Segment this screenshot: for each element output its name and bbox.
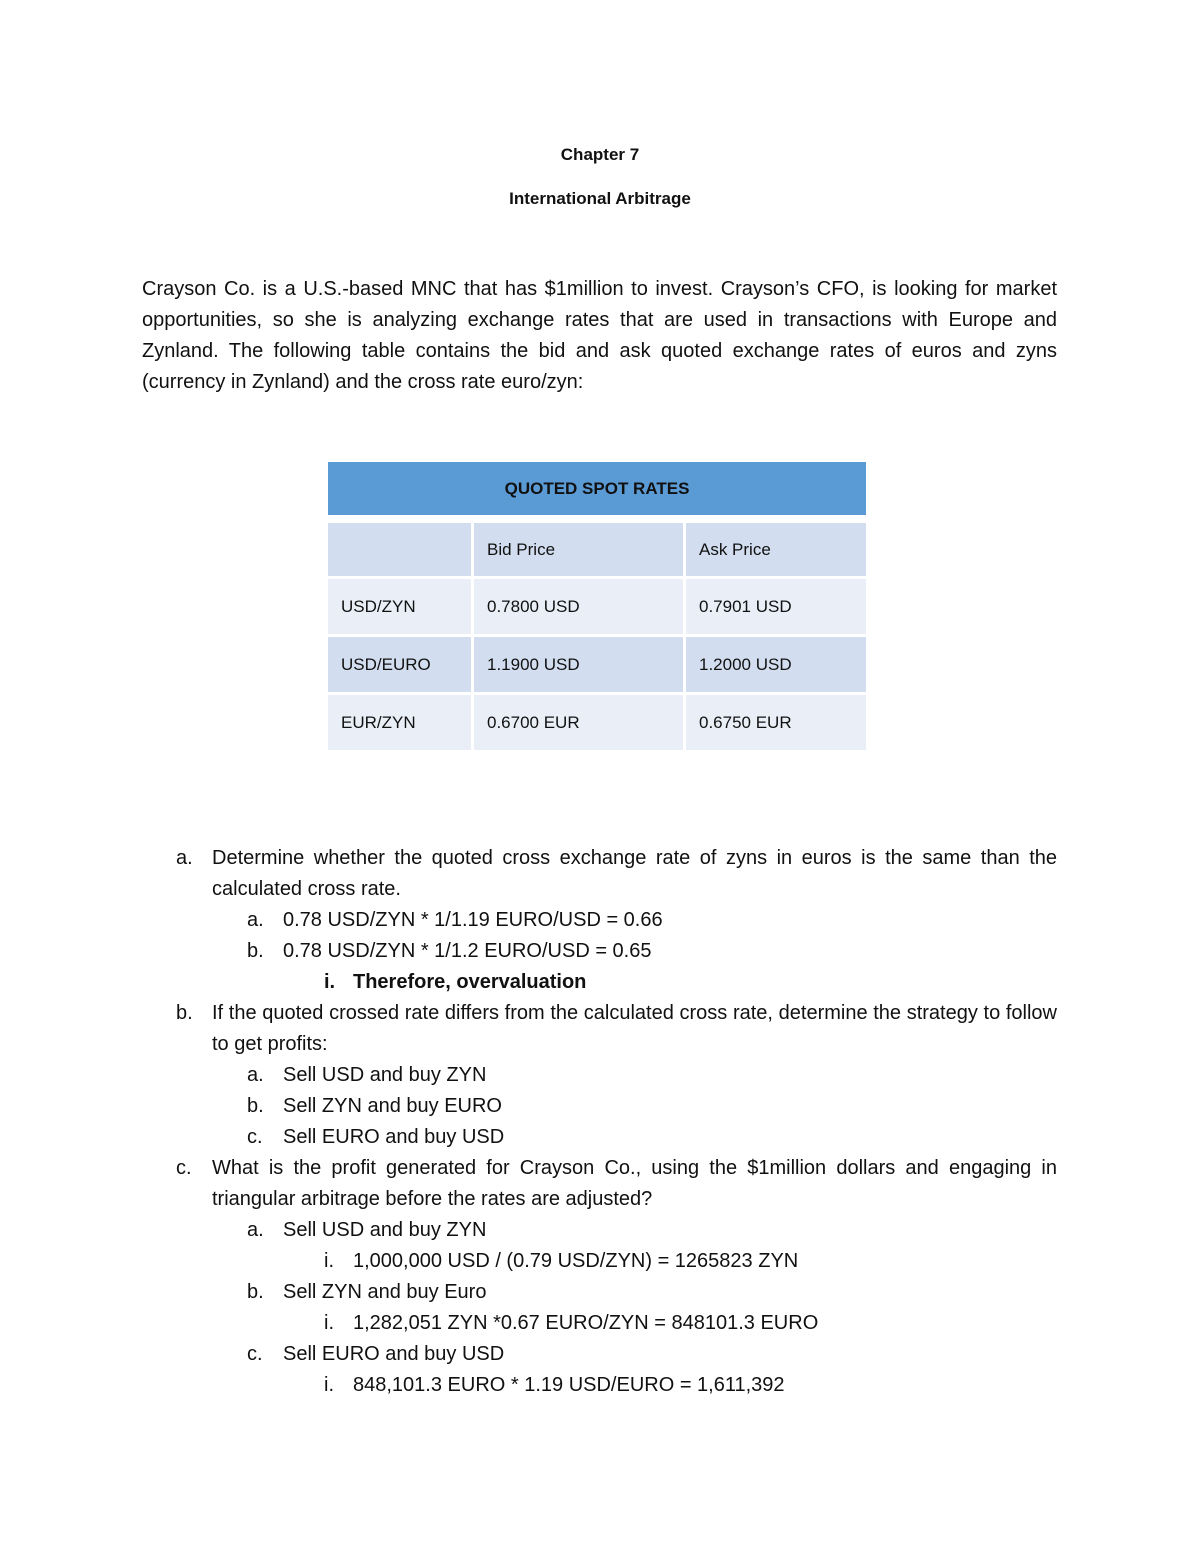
list-item: [0, 905, 1200, 936]
list-item: [0, 1060, 1200, 1091]
list-text: 1,282,051 ZYN *0.67 EURO/ZYN = 848101.3 EURO: [353, 1312, 819, 1334]
question-text: If the quoted crossed rate differs from the calculated cross rate, determine the strategy to follow to get profits:: [212, 1002, 1057, 1055]
list-text: 0.78 USD/ZYN * 1/1.2 EURO/USD = 0.65: [283, 940, 652, 962]
list-text: Sell ZYN and buy Euro: [283, 1281, 487, 1303]
list-marker: b.: [247, 1095, 264, 1117]
list-marker: i.: [324, 1250, 334, 1272]
table-header-row: [328, 523, 866, 576]
list-item: [0, 1246, 1200, 1277]
list-item: [0, 1091, 1200, 1122]
list-text: Sell USD and buy ZYN: [283, 1219, 487, 1241]
list-text: 848,101.3 EURO * 1.19 USD/EURO = 1,611,392: [353, 1374, 785, 1396]
spot-rates-table: [325, 459, 869, 753]
intro-paragraph: Crayson Co. is a U.S.-based MNC that has $1million to invest. Crayson’s CFO, is looking for market opportunities, so she is analyzing exchange rates that are used in transactions with Europe and Zynland. The following table contains the bid and ask quoted exchange rates of euros and zyns (currency in Zynland) and the cross rate euro/zyn:: [142, 278, 1057, 393]
list-text: Sell ZYN and buy EURO: [283, 1095, 502, 1117]
table-cell: 1.2000 USD: [686, 637, 866, 692]
list-item: [0, 1339, 1200, 1370]
table-row: [328, 579, 866, 634]
list-marker: b.: [176, 1002, 193, 1024]
list-marker: a.: [247, 1064, 264, 1086]
list-text: 0.78 USD/ZYN * 1/1.19 EURO/USD = 0.66: [283, 909, 663, 931]
list-marker: a.: [247, 909, 264, 931]
table-cell: 0.6750 EUR: [686, 695, 866, 750]
chapter-heading: Chapter 7: [560, 145, 640, 164]
list-marker: a.: [247, 1219, 264, 1241]
question-a: [0, 843, 1200, 905]
table-cell: USD/EURO: [328, 637, 471, 692]
table-cell: 0.7901 USD: [686, 579, 866, 634]
header-cell: Bid Price: [474, 523, 683, 576]
list-marker: b.: [247, 940, 264, 962]
list-item: [0, 1370, 1200, 1401]
list-item: [0, 936, 1200, 967]
table-cell: USD/ZYN: [328, 579, 471, 634]
list-text: Sell EURO and buy USD: [283, 1126, 505, 1148]
table-cell: 0.7800 USD: [474, 579, 683, 634]
chapter-subtitle: International Arbitrage: [509, 189, 691, 208]
list-item: [0, 967, 1200, 998]
table-row: [328, 695, 866, 750]
list-marker: a.: [176, 847, 193, 869]
list-item: [0, 1122, 1200, 1153]
question-b: [0, 998, 1200, 1060]
question-c: [0, 1153, 1200, 1215]
table-cell: 0.6700 EUR: [474, 695, 683, 750]
list-marker: b.: [247, 1281, 264, 1303]
header-cell: [328, 523, 471, 576]
table-title: QUOTED SPOT RATES: [328, 462, 866, 515]
list-item: [0, 1215, 1200, 1246]
question-list: [0, 843, 1200, 1401]
table-cell: EUR/ZYN: [328, 695, 471, 750]
list-item: [0, 1308, 1200, 1339]
list-marker: c.: [247, 1343, 263, 1365]
list-marker: i.: [324, 1312, 334, 1334]
list-text: Sell EURO and buy USD: [283, 1343, 505, 1365]
header-cell: Ask Price: [686, 523, 866, 576]
list-marker: c.: [247, 1126, 263, 1148]
list-text: Therefore, overvaluation: [353, 971, 587, 993]
list-item: [0, 1277, 1200, 1308]
question-text: What is the profit generated for Crayson Co., using the $1million dollars and engaging in triangular arbitrage before the rates are adjusted?: [212, 1157, 1057, 1210]
list-marker: c.: [176, 1157, 192, 1179]
table-row: [328, 637, 866, 692]
question-text: Determine whether the quoted cross exchange rate of zyns in euros is the same than the calculated cross rate.: [212, 847, 1057, 900]
list-text: 1,000,000 USD / (0.79 USD/ZYN) = 1265823 ZYN: [353, 1250, 799, 1272]
list-marker: i.: [324, 971, 336, 993]
list-text: Sell USD and buy ZYN: [283, 1064, 487, 1086]
table-cell: 1.1900 USD: [474, 637, 683, 692]
list-marker: i.: [324, 1374, 334, 1396]
